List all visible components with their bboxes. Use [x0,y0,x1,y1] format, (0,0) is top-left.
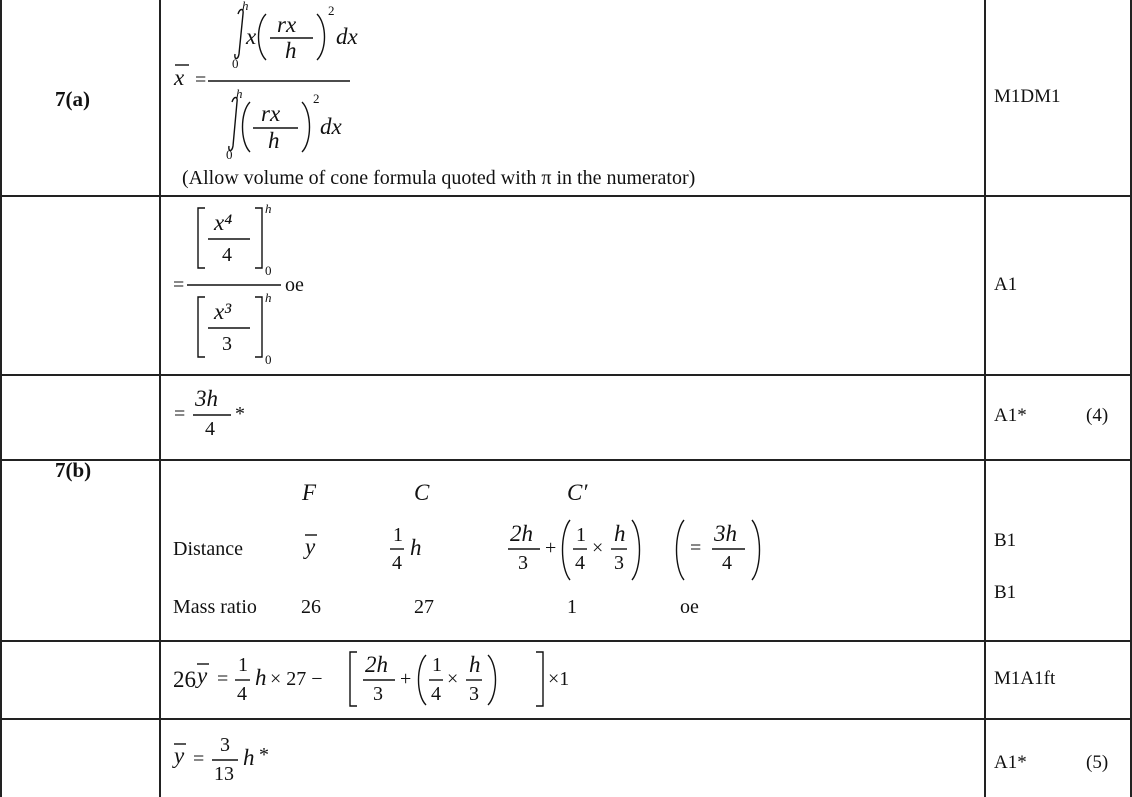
plus-sign: + [400,668,412,690]
denominator-power: x³ [214,299,232,324]
mark-allocation: M1A1ft [994,668,1056,689]
numerator-x: x [246,24,257,49]
mass-F: 26 [301,596,321,618]
dx-label: dx [320,114,342,139]
question-label: 7(a) [55,87,90,111]
h-var: h [255,665,267,690]
h-num: h [469,652,481,677]
mark-allocation: A1* [994,752,1027,773]
quarter-den-2: 4 [431,683,441,705]
power-label: 2 [313,91,320,106]
quarter-den: 4 [575,552,585,574]
equals-sign: = [195,69,207,91]
power-label: 2 [328,3,335,18]
subtotal: (4) [1086,405,1109,426]
three: 3 [373,683,383,705]
quarter-num: 1 [576,524,586,546]
mass-ratio-label: Mass ratio [173,596,257,618]
lower-limit: 0 [265,263,272,278]
denominator-divisor: 3 [222,333,232,355]
final-numerator: 3 [220,734,230,756]
equiv-3h: 3h [714,521,737,546]
numerator-power: x⁴ [214,210,233,235]
x-bar-symbol: x [174,65,185,90]
quarter-den: 4 [237,683,247,705]
header-F: F [302,480,317,505]
quarter-num-2: 1 [432,654,442,676]
two-h: 2h [365,652,388,677]
star-marker: * [259,744,269,766]
distance-label: Distance [173,538,243,560]
inner-frac-num: rx [277,12,297,37]
h-over-3-den: 3 [614,552,624,574]
guidance-note: (Allow volume of cone formula quoted with π in the numerator) [182,167,696,189]
final-denominator: 13 [214,763,234,785]
distance-y-bar: y [305,534,316,559]
equals-sign: = [217,668,229,690]
mark-allocation: A1* [994,405,1027,426]
inner-frac-den: h [268,128,280,153]
times-sign: × [447,668,459,690]
question-label: 7(b) [55,458,92,482]
lower-limit: 0 [265,352,272,367]
mark-allocation: B1 [994,530,1017,551]
y-bar-symbol: y [174,743,185,768]
result-denominator: 4 [205,418,215,440]
result-numerator: 3h [195,386,218,411]
quarter-num: 1 [238,654,248,676]
mass-C-prime: 1 [567,596,577,618]
h-over-3-num: h [614,521,626,546]
equals-sign: = [193,748,205,770]
oe-label: oe [285,274,304,296]
mass-C: 27 [414,596,434,618]
lead-coefficient: 26 [173,667,196,692]
header-C-prime: C′ [567,480,588,505]
subtotal: (5) [1086,752,1109,773]
three-den: 3 [469,683,479,705]
integral-upper-limit: h [242,0,249,13]
inner-frac-num: rx [261,101,281,126]
equals-sign: = [690,537,702,559]
upper-limit: h [265,201,272,216]
integral-lower-limit: 0 [226,147,233,162]
oe-label: oe [680,596,699,618]
numerator-divisor: 4 [222,244,232,266]
mark-allocation: A1 [994,274,1018,295]
c-prime-3: 3 [518,552,528,574]
upper-limit: h [265,290,272,305]
star-marker: * [235,403,245,425]
times-one: ×1 [548,668,570,690]
equals-sign: = [174,403,186,425]
integral-lower-limit: 0 [232,56,239,71]
distance-C-num: 1 [393,524,403,546]
distance-C-var: h [410,535,422,560]
dx-label: dx [336,24,358,49]
final-var: h [243,745,255,770]
c-prime-2h: 2h [510,521,533,546]
plus-sign: + [545,537,557,559]
equiv-4: 4 [722,552,732,574]
times-sign: × [592,537,604,559]
mark-allocation: B1 [994,582,1017,603]
mark-allocation: M1DM1 [994,86,1061,107]
y-bar-symbol: y [197,663,208,688]
inner-frac-den: h [285,38,297,63]
distance-C-den: 4 [392,552,402,574]
times-27: × 27 − [270,668,323,690]
integral-upper-limit: h [236,86,243,101]
equals-sign: = [173,274,185,296]
header-C: C [414,480,430,505]
